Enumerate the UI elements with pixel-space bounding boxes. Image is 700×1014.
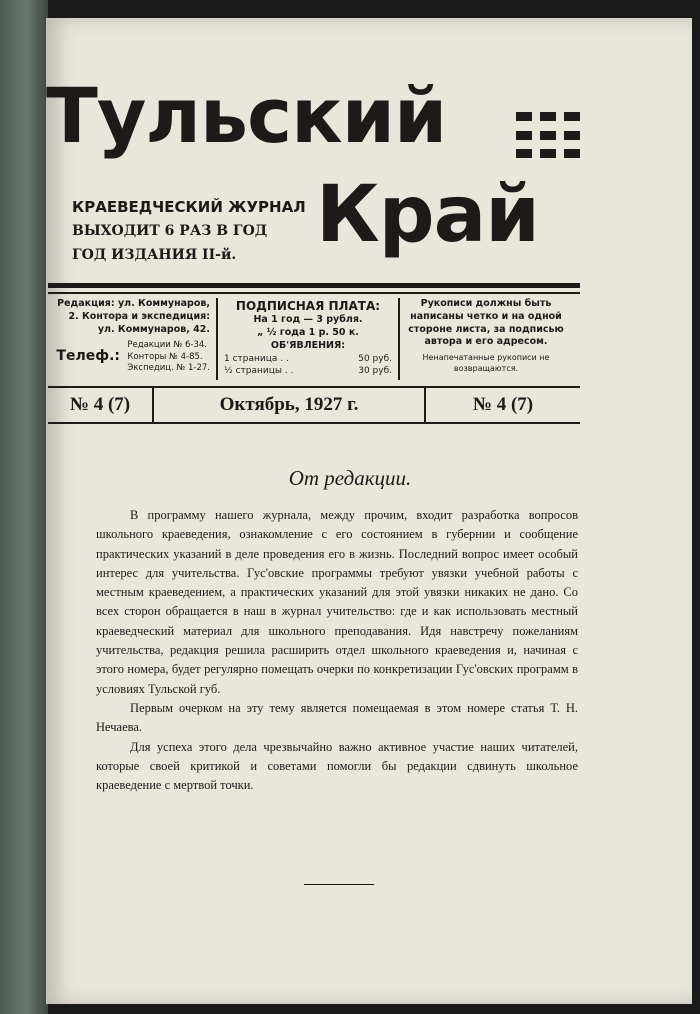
- masthead-title-line1: Тульский: [46, 71, 447, 160]
- editorial-paragraph: Для успеха этого дела чрезвычайно важно активное участие наших читателей, которые своей критикой и советами помогли бы редакции сдвинуть школьное краеведение с мертвой точки.: [96, 739, 578, 793]
- masthead-rule-thick: [48, 283, 580, 288]
- address-column: [48, 298, 216, 380]
- editorial-title: От редакции.: [288, 466, 412, 490]
- issue-rule-bottom: [48, 422, 580, 424]
- ad-label: 1 страница . .: [224, 353, 289, 364]
- not-returned-note: Ненапечатанные рукописи не возвращаются.: [422, 353, 550, 374]
- editorial-body: [96, 506, 578, 795]
- issue-date: Октябрь, 1927 г.: [152, 388, 426, 422]
- ad-price: 30 руб.: [358, 365, 392, 376]
- ad-price-row: [224, 365, 392, 377]
- editorial-paragraph: В программу нашего журнала, между прочим, входит разработка вопросов школьного краеведения, ознакомление с его состоянием в губернии и сообщение практических указаний в деле проведения его в жизнь. Последний вопрос имеет особый интерес для учительства. Гус'овские программы требуют увязки учебной работы с местным краеведением, а практических указаний для этой увязки никаких не дано. Со всех сторон обращается в наш в журнал учительство: где и как использовать местный краеведческий материал для школьного преподавания. Идя навстречу пожеланиям учительства, редакция решила расширить отдел школьного краеведения и, начиная с этого номера, будет регулярно помещать очерки по конкретизации Гус'овских программ в условиях Тульской губ.: [96, 508, 578, 696]
- manuscripts-note: Рукописи должны быть написаны четко и на одной стороне листа, за подписью автора и его адресом.: [408, 298, 564, 348]
- issue-number-right: № 4 (7): [472, 394, 534, 415]
- end-rule: [304, 884, 374, 885]
- ad-price: 50 руб.: [358, 353, 392, 364]
- subscription-column: [216, 298, 400, 380]
- telephone-label: Телеф.:: [56, 348, 121, 365]
- editorial-address: Редакция: ул. Коммунаров, 2. Контора и экспедиция: ул. Коммунаров, 42.: [57, 298, 210, 335]
- publication-frequency: ВЫХОДИТ 6 РАЗ В ГОД: [72, 223, 268, 239]
- book-spine: [0, 0, 48, 1014]
- editorial-paragraph: Первым очерком на эту тему является помещаемая в этом номере статья Т. Н. Нечаева.: [96, 700, 578, 735]
- journal-subtitle: КРАЕВЕДЧЕСКИЙ ЖУРНАЛ: [72, 198, 306, 216]
- issue-number-left: № 4 (7): [69, 394, 131, 415]
- phone-dispatch: Экспедиц. № 1-27.: [127, 363, 210, 374]
- phone-editorial: Редакции № 6-34.: [127, 340, 207, 351]
- masthead-ornament: [516, 112, 580, 162]
- masthead-title-line2: Край: [316, 170, 539, 260]
- ad-label: ½ страницы . .: [224, 365, 294, 376]
- manuscripts-column: [400, 298, 572, 380]
- subscription-title: ПОДПИСНАЯ ПЛАТА:: [235, 299, 381, 313]
- subscription-half-price: „ ½ года 1 р. 50 к.: [257, 327, 359, 338]
- ad-price-row: [224, 353, 392, 365]
- subscription-year-price: На 1 год — 3 рубля.: [253, 314, 363, 326]
- info-block: [48, 298, 580, 380]
- masthead-rule-thin: [48, 292, 580, 294]
- publication-year: ГОД ИЗДАНИЯ II-й.: [72, 247, 237, 263]
- issue-row: [48, 388, 580, 422]
- phone-office: Конторы № 4-85.: [127, 351, 203, 362]
- ads-title: ОБ'ЯВЛЕНИЯ:: [270, 339, 346, 351]
